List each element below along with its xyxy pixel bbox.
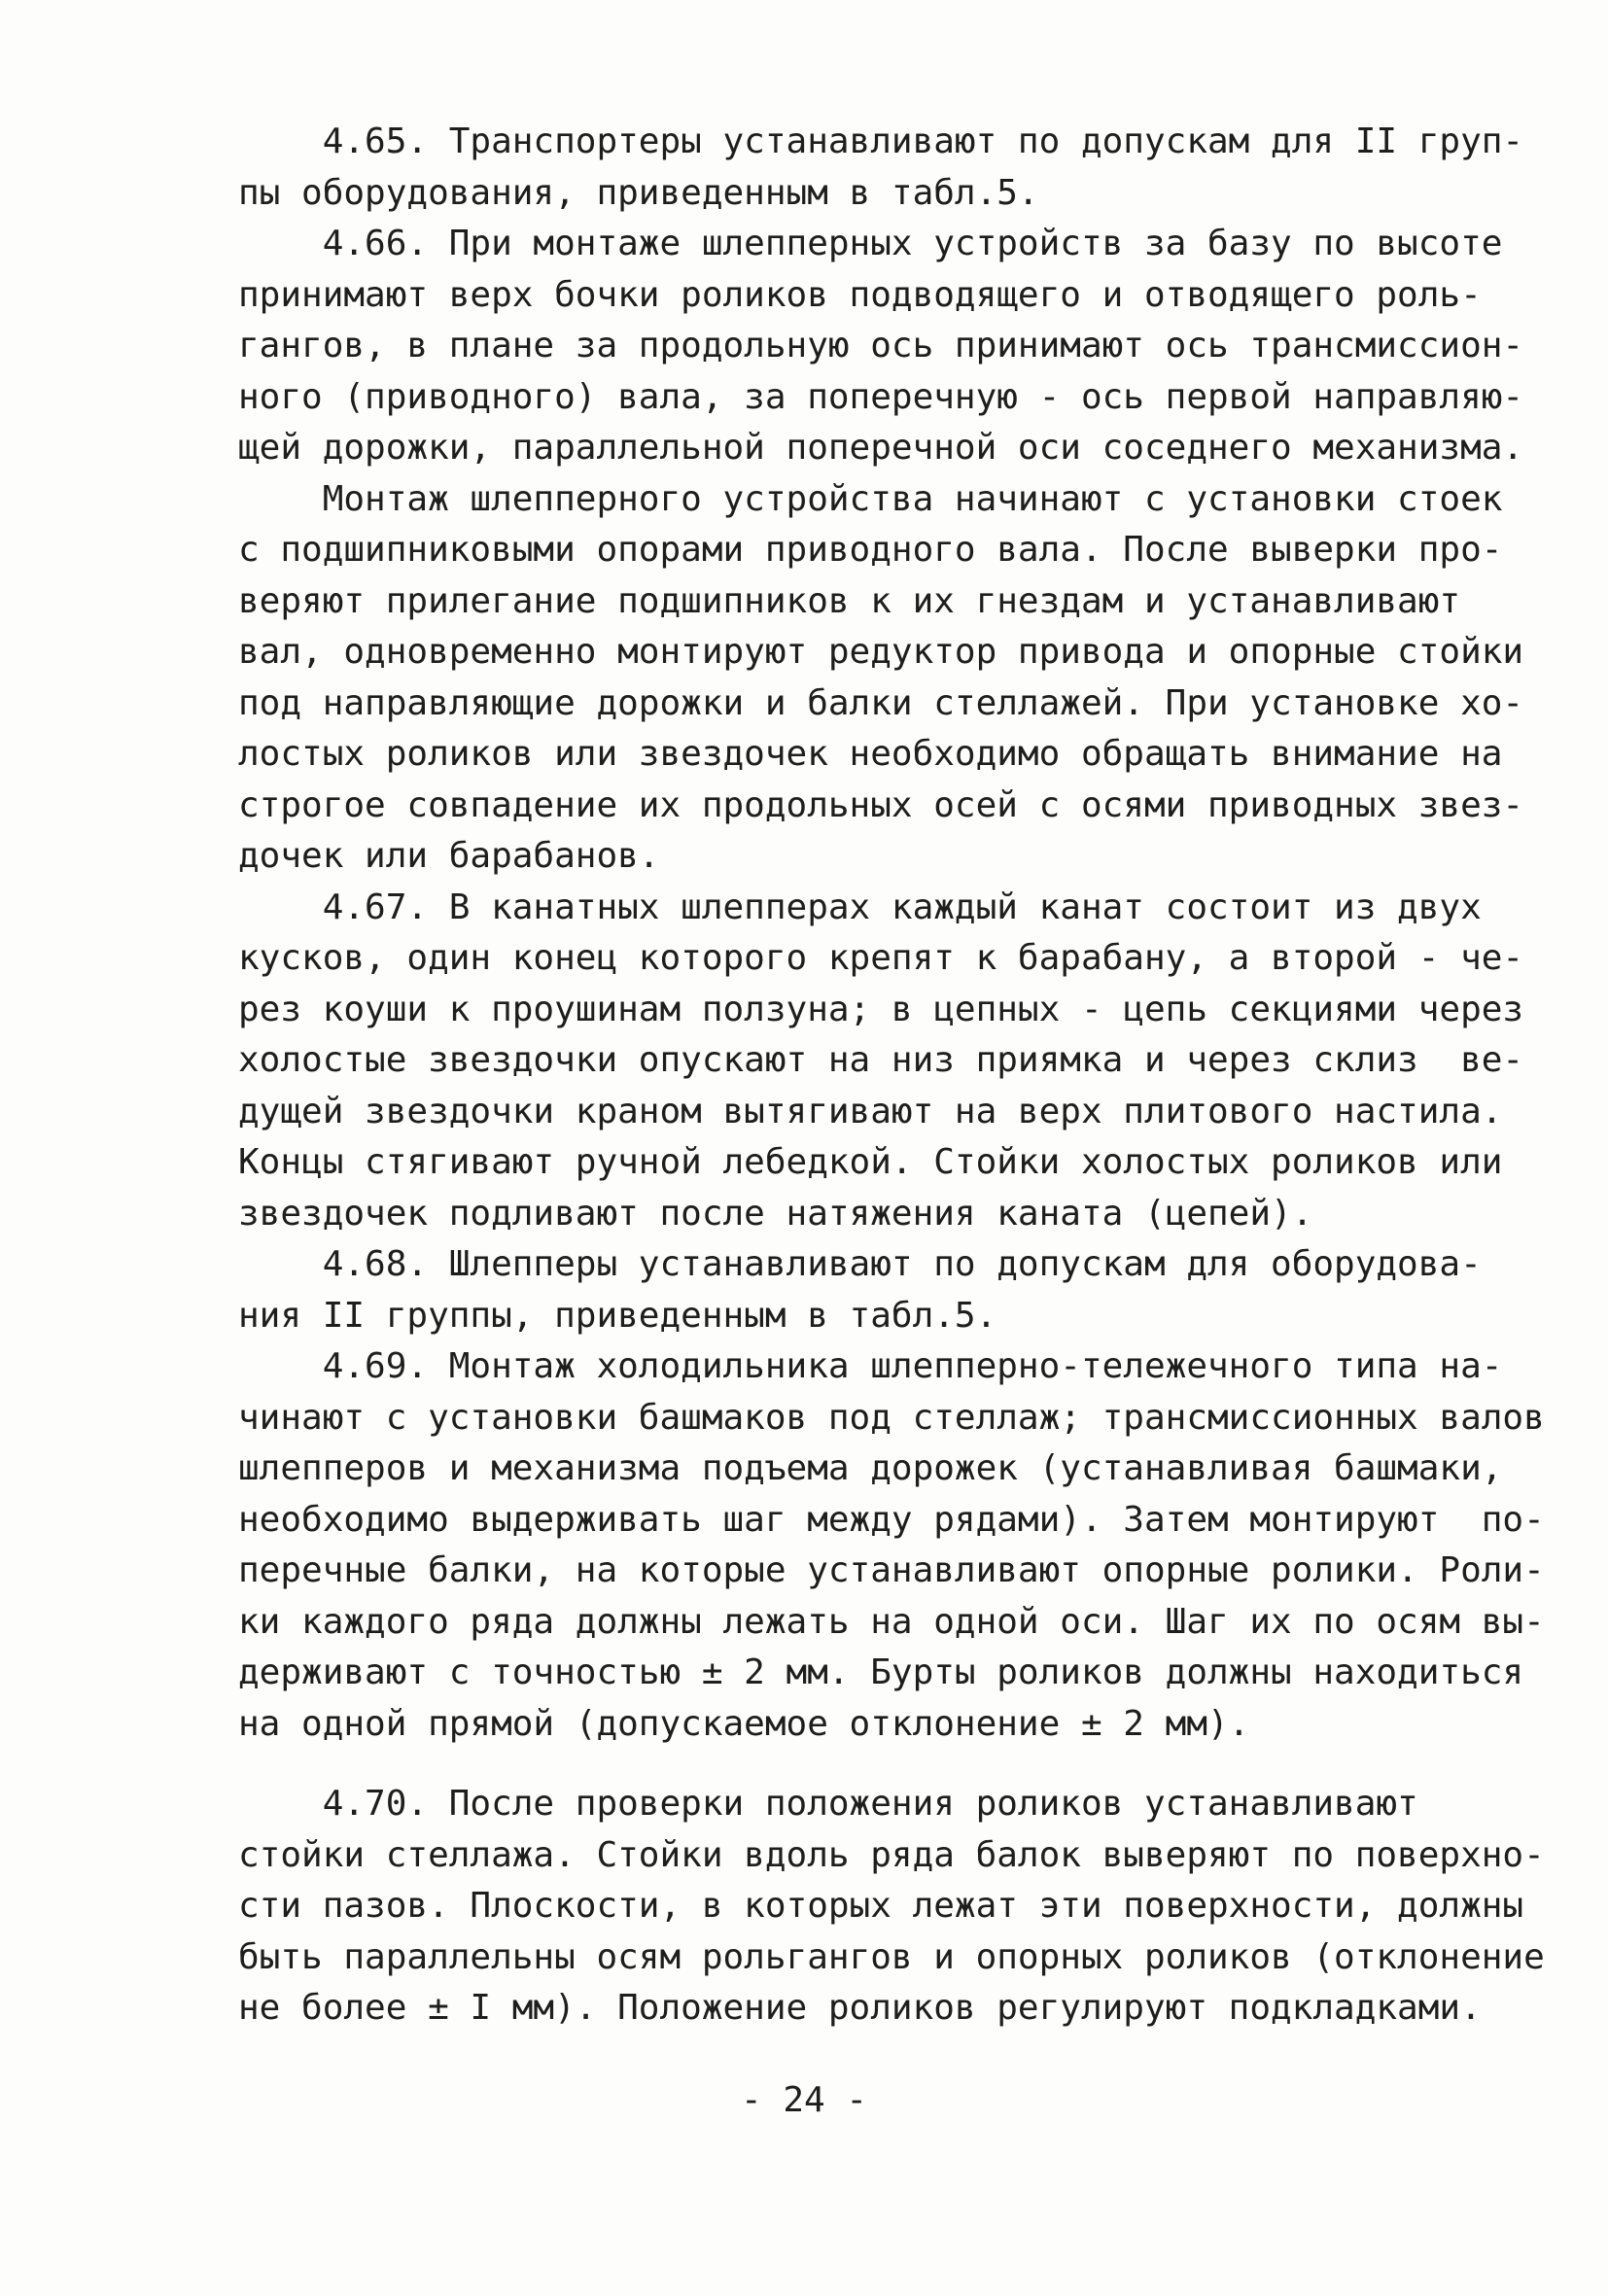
text-line: 4.66. При монтаже шлепперных устройств за базу по высоте	[238, 224, 1503, 263]
text-line: перечные балки, на которые устанавливают опорные ролики. Роли-	[238, 1550, 1545, 1590]
text-line: необходимо выдерживать шаг между рядами). Затем монтируют по-	[238, 1499, 1545, 1540]
text-line: под направляющие дорожки и балки стеллажей. При установке хо-	[238, 682, 1524, 723]
text-line: Монтаж шлепперного устройства начинают с установки стоек	[238, 478, 1503, 519]
text-line: гангов, в плане за продольную ось принимают ось трансмиссион-	[238, 326, 1524, 365]
text-line: на одной прямой (допускаемое отклонение ± 2 мм).	[238, 1703, 1250, 1744]
paragraph	[238, 117, 1541, 219]
text-line: 4.67. В канатных шлепперах каждый канат состоит из двух	[238, 887, 1482, 927]
text-line: кусков, один конец которого крепят к барабану, а второй - че-	[238, 938, 1524, 978]
text-line: лостых роликов или звездочек необходимо обращать внимание на	[238, 734, 1503, 774]
text-line: держивают с точностью ± 2 мм. Бурты роликов должны находиться	[238, 1652, 1524, 1692]
paragraph	[238, 474, 1541, 883]
text-line: дущей звездочки краном вытягивают на верх плитового настила.	[238, 1091, 1503, 1131]
paragraph	[238, 219, 1541, 474]
text-line: сти пазов. Плоскости, в которых лежат эти поверхности, должны	[238, 1886, 1524, 1926]
text-line: ки каждого ряда должны лежать на одной оси. Шаг их по осям вы-	[238, 1601, 1545, 1642]
page-number: - 24 -	[740, 2080, 868, 2120]
text-line: звездочек подливают после натяжения каната (цепей).	[238, 1193, 1313, 1234]
text-line: веряют прилегание подшипников к их гнездам и устанавливают	[238, 580, 1461, 621]
text-line: холостые звездочки опускают на низ приямка и через склиз ве-	[238, 1040, 1524, 1080]
text-line: шлепперов и механизма подъема дорожек (устанавливая башмаки,	[238, 1448, 1503, 1488]
text-line: 4.65. Транспортеры устанавливают по допускам для II груп-	[238, 122, 1524, 161]
text-line: щей дорожки, параллельной поперечной оси соседнего механизма.	[238, 428, 1524, 468]
paragraph	[238, 1239, 1541, 1341]
text-line: Концы стягивают ручной лебедкой. Стойки холостых роликов или	[238, 1142, 1503, 1182]
paragraph	[238, 1779, 1545, 2035]
text-line: принимают верх бочки роликов подводящего и отводящего роль-	[238, 274, 1482, 315]
text-line: 4.68. Шлепперы устанавливают по допускам для оборудова-	[238, 1244, 1482, 1284]
text-line: чинают с установки башмаков под стеллаж; трансмиссионных валов	[238, 1397, 1545, 1438]
text-line: не более ± I мм). Положение роликов регулируют подкладками.	[238, 1988, 1482, 2028]
text-line: стойки стеллажа. Стойки вдоль ряда балок выверяют по поверхно-	[238, 1834, 1545, 1875]
text-line: быть параллельны осям рольгангов и опорных роликов (отклонение	[238, 1936, 1545, 1977]
text-line: вал, одновременно монтируют редуктор привода и опорные стойки	[238, 632, 1524, 672]
text-line: 4.69. Монтаж холодильника шлепперно-тележечного типа на-	[238, 1346, 1503, 1386]
paragraph	[238, 1341, 1545, 1750]
paragraph	[238, 883, 1541, 1240]
text-line: рез коуши к проушинам ползуна; в цепных - цепь секциями через	[238, 989, 1524, 1029]
text-line: с подшипниковыми опорами приводного вала. После выверки про-	[238, 530, 1503, 570]
text-line: ния II группы, приведенным в табл.5.	[238, 1295, 997, 1336]
text-line: ного (приводного) вала, за поперечную - ось первой направляю-	[238, 376, 1524, 417]
paragraph-gap	[238, 1750, 1541, 1779]
text-line: строгое совпадение их продольных осей с осями приводных звез-	[238, 784, 1524, 825]
text-line: 4.70. После проверки положения роликов устанавливают	[238, 1784, 1418, 1824]
text-line: пы оборудования, приведенным в табл.5.	[238, 172, 1039, 213]
body-text	[238, 117, 1545, 2035]
text-line: дочек или барабанов.	[238, 836, 660, 876]
